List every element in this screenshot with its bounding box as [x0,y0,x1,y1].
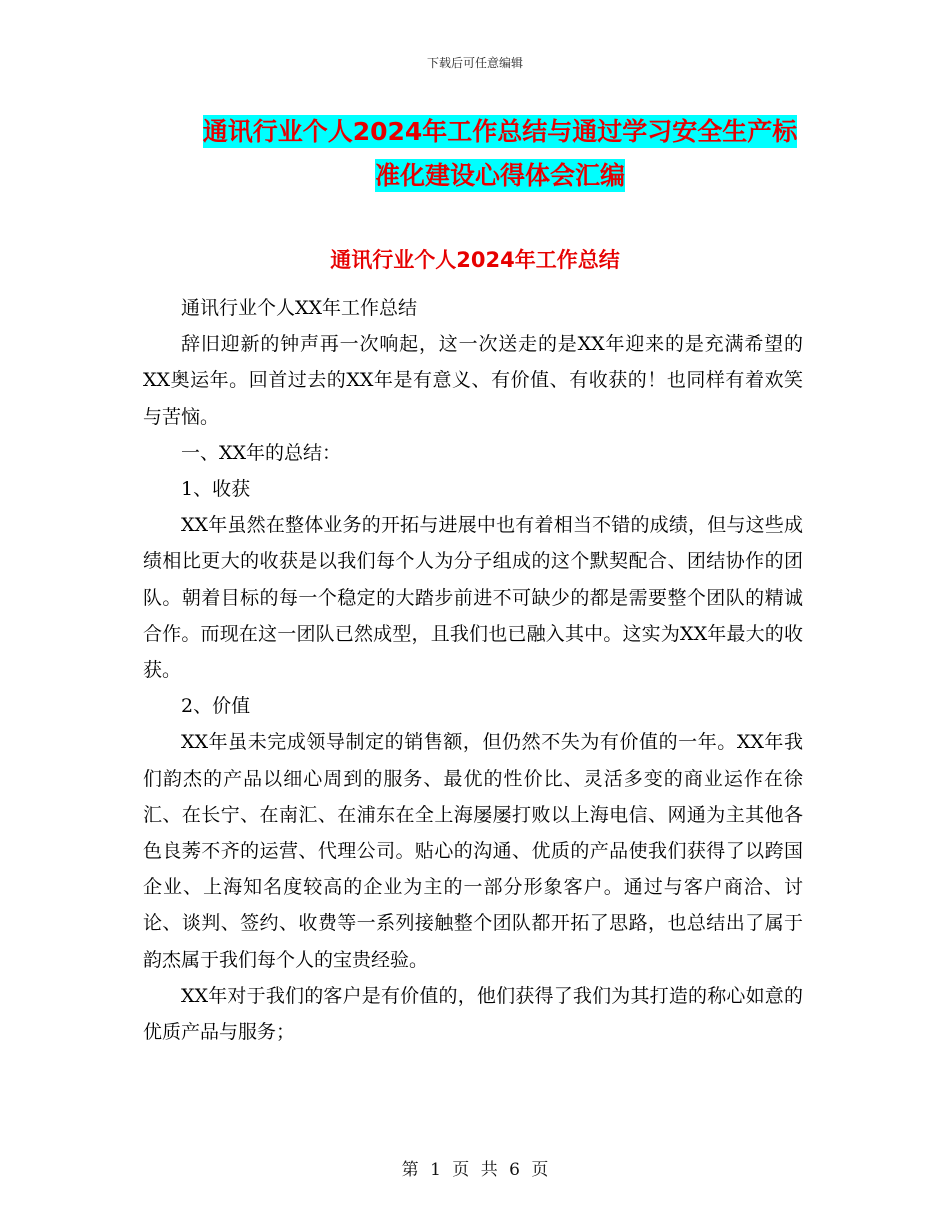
paragraph: XX年对于我们的客户是有价值的，他们获得了我们为其打造的称心如意的优质产品与服务； [143,984,803,1044]
page-number-footer: 第 1 页 共 6 页 [401,1160,549,1180]
section-title: 通讯行业个人2024年工作总结 [330,248,620,272]
paragraph: XX年虽未完成领导制定的销售额，但仍然不失为有价值的一年。XX年我们韵杰的产品以细心周到的服务、最优的性价比、灵活多变的商业运作在徐汇、在长宁、在南汇、在浦东在全上海屡屡打败以上海电信、网通为主其他各色良莠不齐的运营、代理公司。贴心的沟通、优质的产品使我们获得了以跨国企业、上海知名度较高的企业为主的一部分形象客户。通过与客户商洽、讨论、谈判、签约、收费等一系列接触整个团队都开拓了思路，也总结出了属于韵杰属于我们每个人的宝贵经验。 [143,731,803,971]
page-header-note: 下载后可任意编辑 [426,56,523,70]
paragraph: 一、XX年的总结： [181,441,342,464]
paragraph: 2、价值 [181,695,251,718]
document-body [143,290,803,1050]
paragraph: 1、收获 [181,478,251,501]
paragraph: 通讯行业个人XX年工作总结 [181,297,418,319]
document-title-line-2: 准化建设心得体会汇编 [374,161,625,190]
paragraph: XX年虽然在整体业务的开拓与进展中也有着相当不错的成绩，但与这些成绩相比更大的收获是以我们每个人为分子组成的这个默契配合、团结协作的团队。朝着目标的每一个稳定的大踏步前进不可缺少的都是需要整个团队的精诚合作。而现在这一团队已然成型，且我们也已融入其中。这实为XX年最大的收获。 [143,514,803,682]
document-title-line-1: 通讯行业个人2024年工作总结与通过学习安全生产标 [202,117,798,146]
document-title [140,110,860,198]
paragraph: 辞旧迎新的钟声再一次响起，这一次送走的是XX年迎来的是充满希望的XX奥运年。回首过去的XX年是有意义、有价值、有收获的！也同样有着欢笑与苦恼。 [143,333,803,428]
